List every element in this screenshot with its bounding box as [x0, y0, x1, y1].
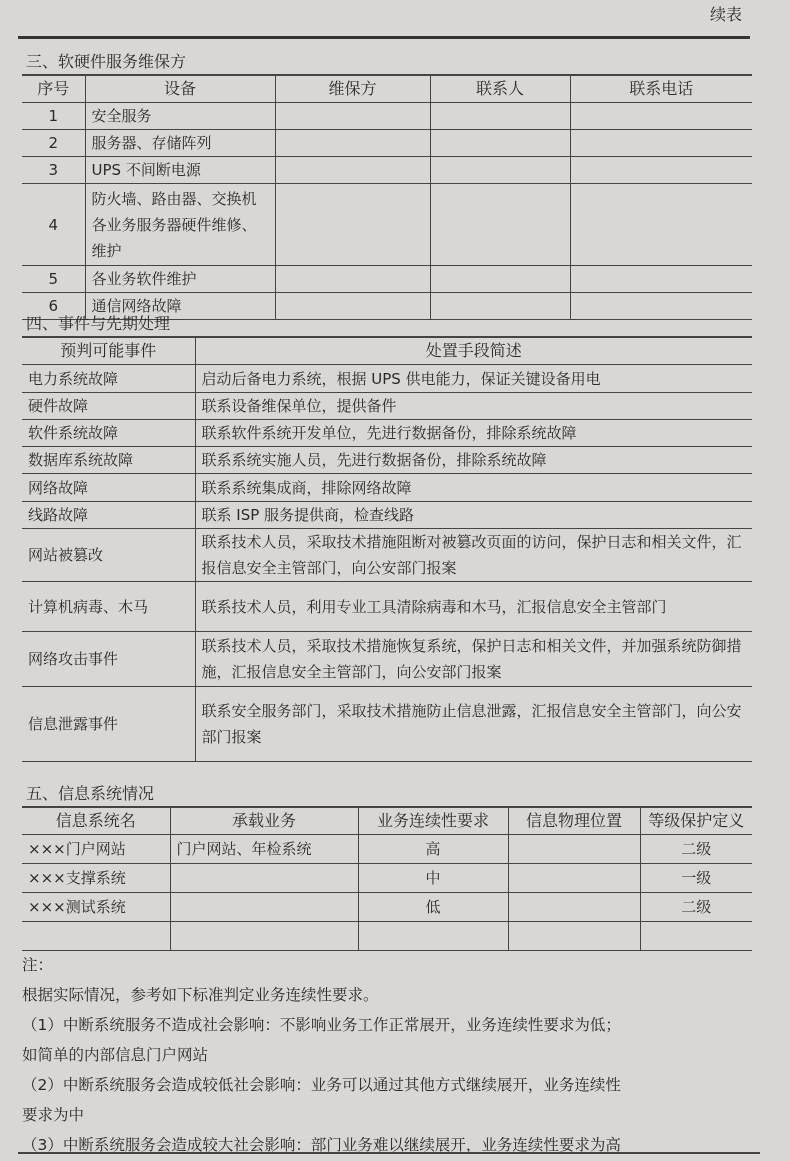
handling-cell: 联系安全服务部门，采取技术措施防止信息泄露，汇报信息安全主管部门，向公安部门报案	[195, 687, 752, 762]
protection-level-cell: 一级	[640, 864, 752, 893]
table-row	[22, 632, 752, 687]
note-line: 根据实际情况，参考如下标准判定业务连续性要求。	[22, 986, 379, 1004]
col-header: 联系电话	[570, 76, 752, 103]
device-cell: 各业务软件维护	[85, 266, 275, 293]
col-header: 维保方	[275, 76, 430, 103]
table-row	[22, 835, 752, 864]
col-header: 预判可能事件	[22, 338, 195, 365]
notes	[22, 950, 762, 1160]
business-cell	[170, 893, 358, 922]
event-cell: 网站被篡改	[22, 529, 195, 582]
table-row	[22, 922, 752, 951]
table-row	[22, 365, 752, 393]
phone-cell	[570, 266, 752, 293]
continuity-cell	[358, 922, 508, 951]
col-header: 序号	[22, 76, 85, 103]
row-number: 4	[22, 184, 85, 266]
phone-cell	[570, 103, 752, 130]
device-cell: 服务器、存储阵列	[85, 130, 275, 157]
col-header: 业务连续性要求	[358, 808, 508, 835]
device-cell: 防火墙、路由器、交换机各业务服务器硬件维修、维护	[85, 184, 275, 266]
col-header: 等级保护定义	[640, 808, 752, 835]
row-number: 2	[22, 130, 85, 157]
table-row	[22, 130, 752, 157]
top-rule	[18, 36, 750, 39]
row-number: 6	[22, 293, 85, 320]
bottom-rule	[18, 1152, 760, 1154]
contact-cell	[430, 103, 570, 130]
section5-title: 五、信息系统情况	[22, 782, 752, 807]
location-cell	[508, 922, 640, 951]
col-header: 信息系统名	[22, 808, 170, 835]
phone-cell	[570, 157, 752, 184]
note-line: 注：	[22, 956, 54, 974]
continuity-cell: 中	[358, 864, 508, 893]
device-cell: 安全服务	[85, 103, 275, 130]
info-system-table	[22, 807, 752, 951]
event-cell: 线路故障	[22, 502, 195, 529]
table-row	[22, 393, 752, 420]
device-cell: 通信网络故障	[85, 293, 275, 320]
handling-cell: 联系技术人员，采取技术措施阻断对被篡改页面的访问，保护日志和相关文件，汇报信息安全主管部门，向公安部门报案	[195, 529, 752, 582]
table-row	[22, 266, 752, 293]
section4	[22, 312, 752, 762]
event-cell: 数据库系统故障	[22, 447, 195, 474]
maintainer-cell	[275, 103, 430, 130]
col-header: 承载业务	[170, 808, 358, 835]
handling-cell: 联系技术人员，采取技术措施恢复系统，保护日志和相关文件，并加强系统防御措施，汇报信息安全主管部门，向公安部门报案	[195, 632, 752, 687]
business-cell: 门户网站、年检系统	[170, 835, 358, 864]
table-row	[22, 474, 752, 502]
table-row	[22, 529, 752, 582]
protection-level-cell: 二级	[640, 835, 752, 864]
contact-cell	[430, 130, 570, 157]
maintenance-table	[22, 75, 752, 320]
handling-cell: 联系软件系统开发单位，先进行数据备份，排除系统故障	[195, 420, 752, 447]
table-row	[22, 893, 752, 922]
handling-cell: 联系技术人员，利用专业工具清除病毒和木马，汇报信息安全主管部门	[195, 582, 752, 632]
maintainer-cell	[275, 157, 430, 184]
section4-title: 四、事件与先期处理	[22, 312, 752, 337]
table-header	[22, 338, 752, 365]
table-row	[22, 864, 752, 893]
device-cell: UPS 不间断电源	[85, 157, 275, 184]
col-header: 处置手段简述	[195, 338, 752, 365]
location-cell	[508, 893, 640, 922]
system-name-cell: ×××门户网站	[22, 835, 170, 864]
phone-cell	[570, 130, 752, 157]
row-number: 1	[22, 103, 85, 130]
location-cell	[508, 864, 640, 893]
section3	[22, 50, 752, 320]
row-number: 3	[22, 157, 85, 184]
event-cell: 网络攻击事件	[22, 632, 195, 687]
table-header	[22, 808, 752, 835]
table-row	[22, 502, 752, 529]
location-cell	[508, 835, 640, 864]
contact-cell	[430, 184, 570, 266]
col-header: 联系人	[430, 76, 570, 103]
handling-cell: 联系设备维保单位，提供备件	[195, 393, 752, 420]
event-cell: 信息泄露事件	[22, 687, 195, 762]
event-cell: 电力系统故障	[22, 365, 195, 393]
event-cell: 软件系统故障	[22, 420, 195, 447]
note-line: （1）中断系统服务不造成社会影响：不影响业务工作正常展开，业务连续性要求为低；	[22, 1016, 621, 1034]
row-number: 5	[22, 266, 85, 293]
section5	[22, 782, 752, 951]
section3-title: 三、软硬件服务维保方	[22, 50, 752, 75]
business-cell	[170, 922, 358, 951]
continuity-cell: 低	[358, 893, 508, 922]
table-row	[22, 184, 752, 266]
handling-cell: 联系 ISP 服务提供商，检查线路	[195, 502, 752, 529]
table-header	[22, 76, 752, 103]
col-header: 设备	[85, 76, 275, 103]
maintainer-cell	[275, 266, 430, 293]
incident-table	[22, 337, 752, 762]
protection-level-cell: 二级	[640, 893, 752, 922]
table-row	[22, 103, 752, 130]
note-line: 要求为中	[22, 1106, 85, 1124]
handling-cell: 联系系统实施人员，先进行数据备份，排除系统故障	[195, 447, 752, 474]
handling-cell: 启动后备电力系统，根据 UPS 供电能力，保证关键设备用电	[195, 365, 752, 393]
contact-cell	[430, 157, 570, 184]
event-cell: 硬件故障	[22, 393, 195, 420]
table-row	[22, 582, 752, 632]
continuity-cell: 高	[358, 835, 508, 864]
table-row	[22, 157, 752, 184]
note-line: （3）中断系统服务会造成较大社会影响：部门业务难以继续展开，业务连续性要求为高	[22, 1136, 621, 1154]
event-cell: 计算机病毒、木马	[22, 582, 195, 632]
contact-cell	[430, 266, 570, 293]
continued-label: 续表	[709, 5, 742, 24]
system-name-cell: ×××测试系统	[22, 893, 170, 922]
table-row	[22, 420, 752, 447]
table-row	[22, 687, 752, 762]
maintainer-cell	[275, 130, 430, 157]
phone-cell	[570, 184, 752, 266]
event-cell: 网络故障	[22, 474, 195, 502]
system-name-cell	[22, 922, 170, 951]
col-header: 信息物理位置	[508, 808, 640, 835]
note-line: （2）中断系统服务会造成较低社会影响：业务可以通过其他方式继续展开，业务连续性	[22, 1076, 621, 1094]
table-row	[22, 447, 752, 474]
handling-cell: 联系系统集成商，排除网络故障	[195, 474, 752, 502]
note-line: 如简单的内部信息门户网站	[22, 1046, 209, 1064]
maintainer-cell	[275, 184, 430, 266]
business-cell	[170, 864, 358, 893]
system-name-cell: ×××支撑系统	[22, 864, 170, 893]
protection-level-cell	[640, 922, 752, 951]
